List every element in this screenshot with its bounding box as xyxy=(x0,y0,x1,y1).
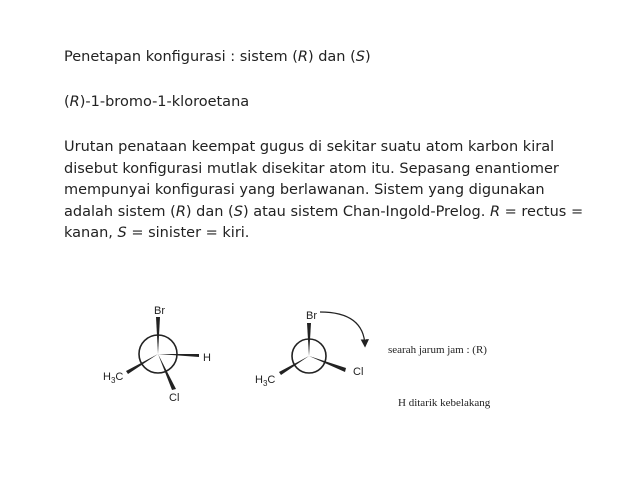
line4-c: ) atau sistem Chan-Ingold-Prelog. xyxy=(242,203,490,220)
left-h-bond xyxy=(158,354,199,357)
right-br-label: Br xyxy=(306,310,317,322)
paragraph-line-1: Urutan penataan keempat gugus di sekitar suatu atom karbon kiral xyxy=(64,139,555,155)
line4-r2: R xyxy=(489,203,501,220)
clockwise-arrow xyxy=(320,312,365,346)
left-br-label: Br xyxy=(154,305,165,317)
right-projection xyxy=(255,310,365,388)
h-back-annotation: H ditarik kebelakang xyxy=(398,397,491,409)
paragraph-line-3: mempunyai konfigurasi yang berlawanan. Sistem yang digunakan xyxy=(64,182,545,199)
right-ch3-label: $H_3C$ xyxy=(255,374,276,388)
line4-r: R xyxy=(175,203,186,220)
clockwise-annotation: searah jarum jam : (R) xyxy=(388,344,487,356)
left-h-label: H xyxy=(203,352,211,364)
heading-prefix: Penetapan konfigurasi : sistem ( xyxy=(64,49,298,65)
compound-open: ( xyxy=(64,94,70,110)
line4-s: S xyxy=(233,203,243,220)
heading-mid: ) dan ( xyxy=(307,49,356,65)
compound-r: R xyxy=(69,94,80,110)
heading-s: S xyxy=(355,49,365,65)
line5-s: S xyxy=(117,225,127,242)
line4-a: adalah sistem ( xyxy=(64,203,176,220)
compound-rest: )-1-bromo-1-kloroetana xyxy=(79,94,250,110)
right-cl-label: Cl xyxy=(353,366,364,378)
paragraph-line-2: disebut konfigurasi mutlak disekitar atom itu. Sepasang enantiomer xyxy=(64,160,559,177)
left-ch3-bond xyxy=(126,354,158,374)
line4-d: = rectus = xyxy=(500,203,584,220)
heading-suffix: ) xyxy=(364,49,371,65)
line4-b: ) dan ( xyxy=(185,203,234,220)
line5-a: kanan, xyxy=(64,225,118,242)
left-ch3-label: $H_3C$ xyxy=(103,371,124,385)
line5-b: = sinister = kiri. xyxy=(126,225,250,242)
right-cl-bond xyxy=(309,356,346,372)
heading-r: R xyxy=(297,49,308,65)
left-cl-label: Cl xyxy=(169,392,180,404)
left-projection xyxy=(103,305,211,404)
